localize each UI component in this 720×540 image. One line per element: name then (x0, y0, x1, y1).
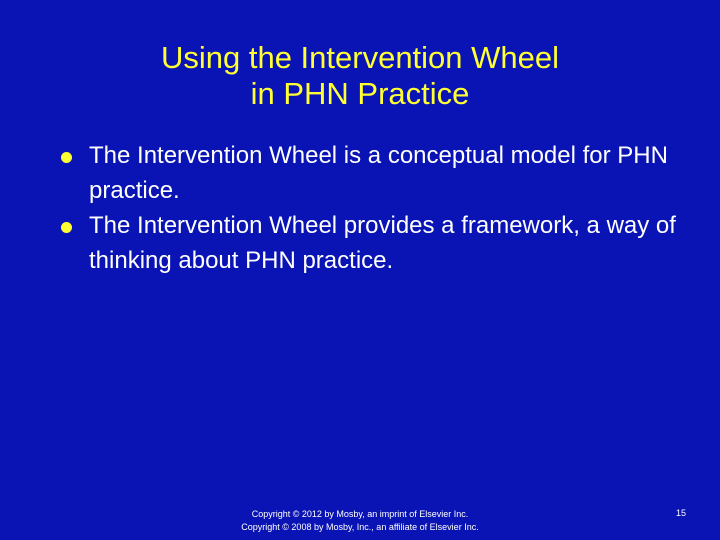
slide-title (0, 40, 720, 112)
bullet-item (56, 138, 676, 208)
bullet-text: The Intervention Wheel is a conceptual model for PHN practice. (89, 142, 668, 204)
copyright-line-1: Copyright © 2012 by Mosby, an imprint of Elsevier Inc. (251, 509, 469, 519)
bullet-list (56, 138, 676, 278)
title-line-2: in PHN Practice (250, 76, 470, 111)
bullet-item (56, 208, 676, 278)
page-number: 15 (676, 508, 687, 518)
title-line-1: Using the Intervention Wheel (160, 40, 560, 75)
copyright-footer (0, 508, 720, 534)
bullet-marker-icon (61, 152, 72, 163)
bullet-marker-icon (61, 222, 72, 233)
copyright-line-2: Copyright © 2008 by Mosby, Inc., an affiliate of Elsevier Inc. (241, 522, 479, 532)
bullet-text: The Intervention Wheel provides a framework, a way of thinking about PHN practice. (89, 212, 676, 274)
